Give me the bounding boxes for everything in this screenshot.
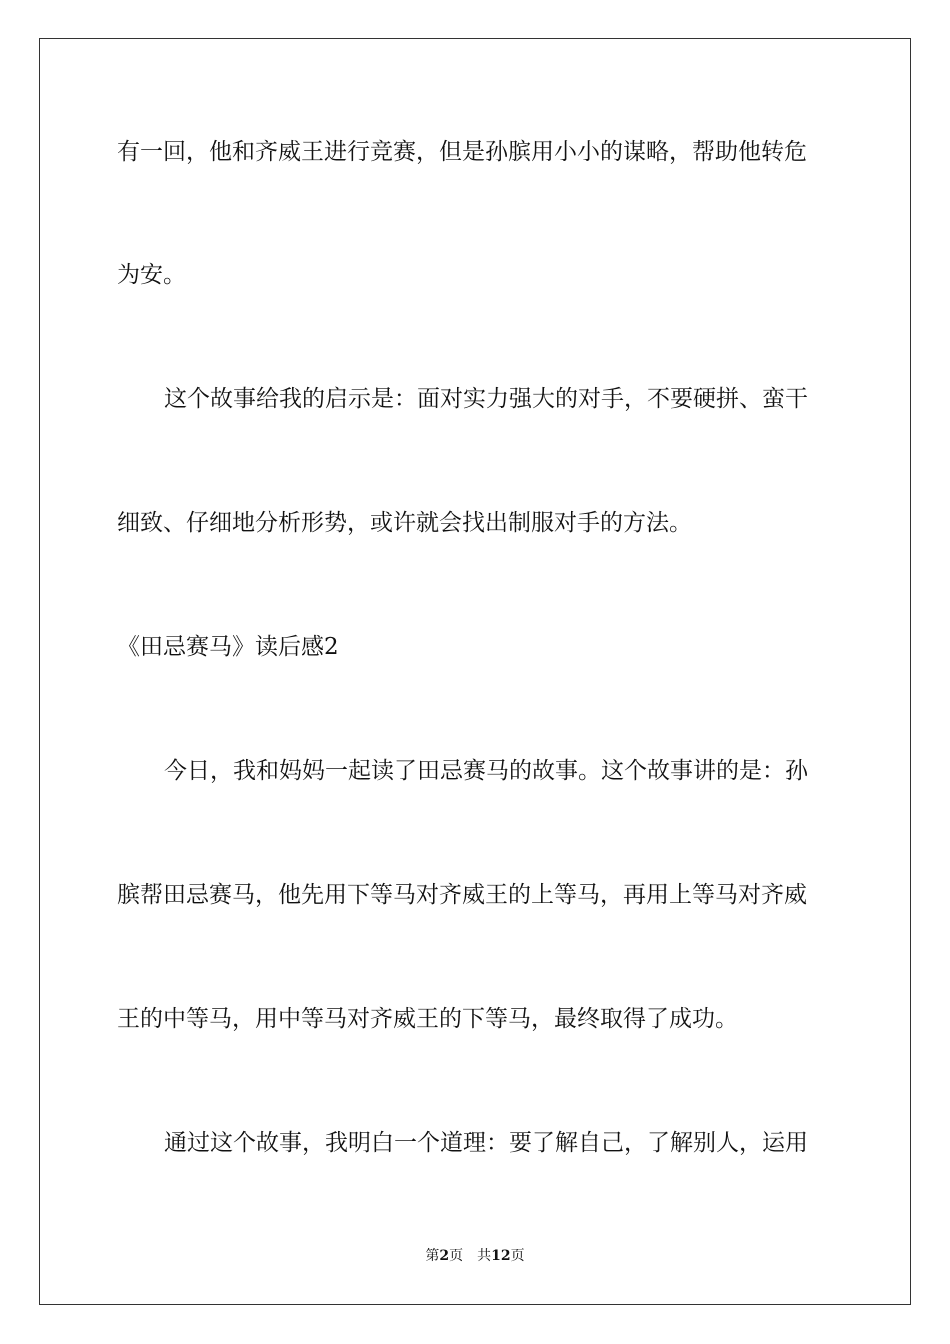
body-line-8: 通过这个故事，我明白一个道理：要了解自己，了解别人，运用 (164, 1130, 808, 1156)
total-suffix: 页 (510, 1248, 525, 1264)
page-border (39, 38, 911, 1305)
page-footer (0, 1246, 950, 1266)
body-line-5: 今日，我和妈妈一起读了田忌赛马的故事。这个故事讲的是：孙 (164, 758, 808, 784)
body-line-6: 膑帮田忌赛马，他先用下等马对齐威王的上等马，再用上等马对齐威 (117, 882, 807, 908)
body-line-7: 王的中等马，用中等马对齐威王的下等马，最终取得了成功。 (117, 1006, 738, 1032)
total-pages: 12 (491, 1248, 511, 1264)
page-number: 2 (439, 1248, 450, 1264)
page-suffix: 页 (449, 1248, 464, 1264)
page-prefix: 第 (425, 1248, 440, 1264)
body-line-4: 细致、仔细地分析形势，或许就会找出制服对手的方法。 (117, 510, 692, 536)
body-line-3: 这个故事给我的启示是：面对实力强大的对手，不要硬拼、蛮干 (164, 386, 808, 412)
body-line-2: 为安。 (117, 262, 186, 288)
section-heading: 《田忌赛马》读后感2 (117, 634, 339, 660)
body-line-1: 有一回，他和齐威王进行竞赛，但是孙膑用小小的谋略，帮助他转危 (117, 139, 807, 165)
total-prefix: 共 (477, 1248, 492, 1264)
